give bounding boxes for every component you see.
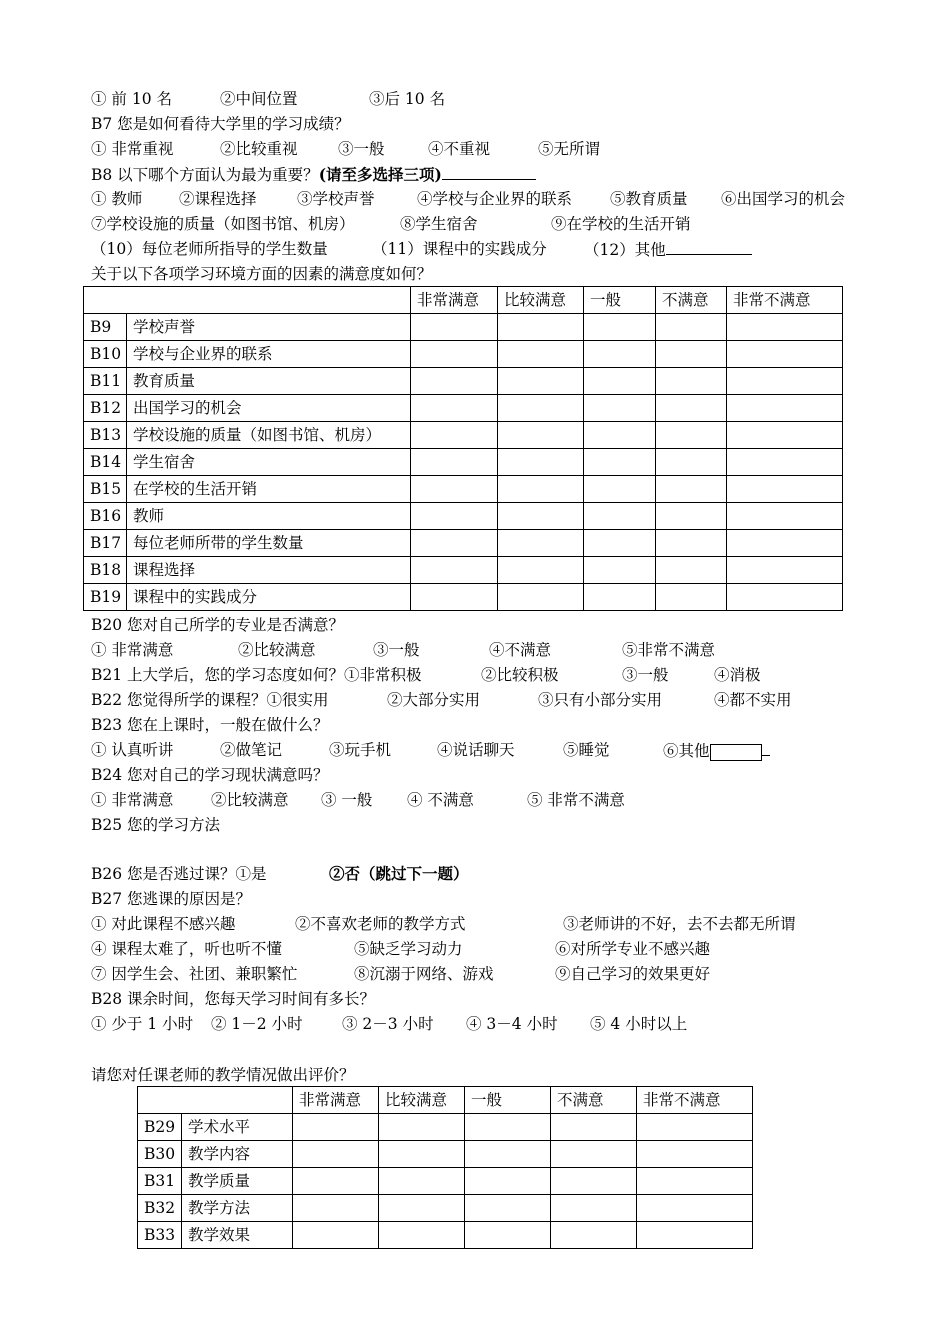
rating-cell[interactable]	[498, 422, 584, 449]
rating-cell[interactable]	[637, 1195, 753, 1222]
row-code: B17	[84, 530, 127, 557]
rating-cell[interactable]	[465, 1195, 551, 1222]
row-label: 学校声誉	[127, 314, 411, 341]
option[interactable]: ④不满意	[489, 641, 552, 659]
row-label: 出国学习的机会	[127, 395, 411, 422]
environment-satisfaction-table	[83, 286, 843, 611]
rating-cell[interactable]	[584, 557, 656, 584]
table-row	[84, 422, 843, 449]
rating-cell[interactable]	[727, 395, 843, 422]
option-label: ⑥其他	[663, 742, 710, 760]
rating-cell[interactable]	[727, 341, 843, 368]
table-row	[84, 530, 843, 557]
option[interactable]: ③一般	[338, 140, 385, 158]
option[interactable]: ④不重视	[428, 140, 491, 158]
option[interactable]: ② 1－2 小时	[211, 1015, 303, 1033]
row-code: B16	[84, 503, 127, 530]
rating-cell[interactable]	[727, 422, 843, 449]
option[interactable]: ⑤缺乏学习动力	[354, 940, 463, 958]
rating-cell[interactable]	[411, 422, 498, 449]
rating-cell[interactable]	[293, 1222, 379, 1249]
option-other[interactable]	[663, 739, 770, 762]
rating-cell[interactable]	[411, 476, 498, 503]
option[interactable]: ④都不实用	[714, 691, 792, 709]
option[interactable]: ④学校与企业界的联系	[417, 190, 573, 208]
option[interactable]: （10）每位老师所指导的学生数量	[91, 240, 328, 258]
rating-cell[interactable]	[727, 476, 843, 503]
table-row	[84, 557, 843, 584]
rating-cell[interactable]	[498, 584, 584, 611]
option-other[interactable]	[584, 238, 752, 261]
table-row	[84, 314, 843, 341]
option[interactable]: ②否（跳过下一题）	[329, 864, 469, 883]
option[interactable]: ④说话聊天	[437, 741, 515, 759]
rating-cell[interactable]	[637, 1168, 753, 1195]
row-label: 学生宿舍	[127, 449, 411, 476]
row-code: B10	[84, 341, 127, 368]
option[interactable]: ③一般	[373, 641, 420, 659]
rating-cell[interactable]	[584, 503, 656, 530]
rating-cell[interactable]	[656, 395, 727, 422]
option[interactable]: ① 少于 1 小时	[91, 1015, 194, 1033]
question-b27: B27 您逃课的原因是？	[91, 890, 252, 908]
rating-cell[interactable]	[656, 530, 727, 557]
rating-cell[interactable]	[637, 1141, 753, 1168]
option[interactable]: ②做笔记	[220, 741, 283, 759]
rating-cell[interactable]	[465, 1168, 551, 1195]
rating-cell[interactable]	[656, 422, 727, 449]
rating-cell[interactable]	[498, 476, 584, 503]
answer-blank[interactable]	[666, 238, 752, 255]
table-row	[138, 1114, 753, 1141]
option-label: （12）其他	[584, 241, 666, 259]
option[interactable]: ⑥出国学习的机会	[721, 190, 846, 208]
table-row	[138, 1222, 753, 1249]
rating-cell[interactable]	[465, 1141, 551, 1168]
row-code: B32	[138, 1195, 182, 1222]
rating-cell[interactable]	[584, 314, 656, 341]
question-b23: B23 您在上课时，一般在做什么？	[91, 716, 329, 734]
option[interactable]: ① 非常满意	[91, 641, 174, 659]
option[interactable]: ⑦学校设施的质量（如图书馆、机房）	[91, 215, 355, 233]
question-b25: B25 您的学习方法	[91, 816, 221, 834]
rating-cell[interactable]	[411, 584, 498, 611]
rating-cell[interactable]	[584, 449, 656, 476]
row-code: B12	[84, 395, 127, 422]
env-intro: 关于以下各项学习环境方面的因素的满意度如何？	[91, 265, 433, 283]
rating-cell[interactable]	[584, 476, 656, 503]
option[interactable]: ⑤教育质量	[610, 190, 688, 208]
row-label: 学校设施的质量（如图书馆、机房）	[127, 422, 411, 449]
rating-cell[interactable]	[656, 584, 727, 611]
rating-cell[interactable]	[411, 395, 498, 422]
answer-blank[interactable]	[442, 163, 536, 180]
option[interactable]: ③ 一般	[321, 791, 373, 809]
question-text: B22 您觉得所学的课程？①很实用	[91, 691, 329, 709]
header-row	[84, 287, 843, 314]
option[interactable]: ②中间位置	[220, 90, 298, 108]
option[interactable]: ⑤ 非常不满意	[527, 791, 625, 809]
rating-cell[interactable]	[656, 503, 727, 530]
option[interactable]: ④ 课程太难了，听也听不懂	[91, 940, 282, 958]
rating-cell[interactable]	[584, 422, 656, 449]
option[interactable]: ③一般	[622, 666, 669, 684]
question-text: B26 您是否逃过课？①是	[91, 865, 267, 883]
table-row	[84, 584, 843, 611]
option[interactable]: ③玩手机	[329, 741, 392, 759]
row-code: B9	[84, 314, 127, 341]
question-b28: B28 课余时间，您每天学习时间有多长？	[91, 990, 376, 1008]
option[interactable]: ⑥对所学专业不感兴趣	[555, 940, 711, 958]
rating-cell[interactable]	[293, 1141, 379, 1168]
option[interactable]: ②课程选择	[179, 190, 257, 208]
column-header: 不满意	[656, 287, 727, 314]
rating-cell[interactable]	[551, 1168, 637, 1195]
option[interactable]: ① 对此课程不感兴趣	[91, 915, 236, 933]
rating-cell[interactable]	[727, 368, 843, 395]
rating-cell[interactable]	[411, 341, 498, 368]
column-header: 一般	[584, 287, 656, 314]
rating-cell[interactable]	[656, 314, 727, 341]
column-header: 非常满意	[293, 1087, 379, 1114]
option[interactable]: ②比较重视	[220, 140, 298, 158]
rating-cell[interactable]	[498, 368, 584, 395]
rating-cell[interactable]	[656, 449, 727, 476]
rating-cell[interactable]	[727, 449, 843, 476]
rating-cell[interactable]	[293, 1114, 379, 1141]
rating-cell[interactable]	[411, 314, 498, 341]
row-code: B15	[84, 476, 127, 503]
option[interactable]: ⑤ 4 小时以上	[590, 1015, 688, 1033]
row-label: 课程选择	[127, 557, 411, 584]
table-row	[84, 395, 843, 422]
option[interactable]: ③学校声誉	[297, 190, 375, 208]
rating-cell[interactable]	[379, 1195, 465, 1222]
rating-cell[interactable]	[584, 341, 656, 368]
rating-cell[interactable]	[727, 557, 843, 584]
option[interactable]: ⑤睡觉	[563, 741, 610, 759]
option[interactable]: ③ 2－3 小时	[342, 1015, 434, 1033]
table-row	[84, 341, 843, 368]
row-code: B33	[138, 1222, 182, 1249]
rating-cell[interactable]	[727, 503, 843, 530]
rating-cell[interactable]	[727, 530, 843, 557]
rating-cell[interactable]	[584, 368, 656, 395]
option[interactable]: ⑤无所谓	[538, 140, 601, 158]
rating-cell[interactable]	[293, 1195, 379, 1222]
column-header: 比较满意	[498, 287, 584, 314]
rating-cell[interactable]	[411, 368, 498, 395]
question-note: (请至多选择三项)	[318, 165, 442, 184]
row-code: B14	[84, 449, 127, 476]
teach-intro: 请您对任课老师的教学情况做出评价？	[91, 1066, 355, 1084]
rating-cell[interactable]	[727, 314, 843, 341]
row-code: B11	[84, 368, 127, 395]
option[interactable]: ① 教师	[91, 190, 143, 208]
option[interactable]: ① 认真听讲	[91, 741, 174, 759]
teacher-evaluation-table	[137, 1086, 753, 1249]
column-header: 比较满意	[379, 1087, 465, 1114]
rating-cell[interactable]	[411, 557, 498, 584]
rating-cell[interactable]	[411, 503, 498, 530]
rating-cell[interactable]	[411, 530, 498, 557]
option[interactable]: ④ 不满意	[407, 791, 474, 809]
row-label: 学校与企业界的联系	[127, 341, 411, 368]
rating-cell[interactable]	[551, 1222, 637, 1249]
rating-cell[interactable]	[656, 476, 727, 503]
option[interactable]: ②比较满意	[238, 641, 316, 659]
rating-cell[interactable]	[656, 368, 727, 395]
question-b20: B20 您对自己所学的专业是否满意？	[91, 616, 345, 634]
column-header: 非常不满意	[637, 1087, 753, 1114]
row-label: 教学质量	[182, 1168, 293, 1195]
rating-cell[interactable]	[498, 395, 584, 422]
rating-cell[interactable]	[584, 395, 656, 422]
option[interactable]: ⑨在学校的生活开销	[551, 215, 691, 233]
option[interactable]: ②不喜欢老师的教学方式	[295, 915, 466, 933]
column-header: 一般	[465, 1087, 551, 1114]
rating-cell[interactable]	[465, 1114, 551, 1141]
row-label: 教育质量	[127, 368, 411, 395]
rating-cell[interactable]	[498, 530, 584, 557]
header-blank-cell	[84, 287, 411, 314]
rating-cell[interactable]	[637, 1114, 753, 1141]
rating-cell[interactable]	[551, 1141, 637, 1168]
answer-blank	[762, 739, 770, 756]
rating-cell[interactable]	[379, 1168, 465, 1195]
question-b24: B24 您对自己的学习现状满意吗？	[91, 766, 329, 784]
table-row	[138, 1195, 753, 1222]
row-code: B31	[138, 1168, 182, 1195]
rating-cell[interactable]	[551, 1195, 637, 1222]
row-label: 教学内容	[182, 1141, 293, 1168]
table-row	[84, 476, 843, 503]
rating-cell[interactable]	[551, 1114, 637, 1141]
question-b8	[91, 163, 536, 186]
row-code: B29	[138, 1114, 182, 1141]
option[interactable]: ① 前 10 名	[91, 90, 173, 108]
row-label: 课程中的实践成分	[127, 584, 411, 611]
rating-cell[interactable]	[584, 584, 656, 611]
option[interactable]: ④ 3－4 小时	[466, 1015, 558, 1033]
table-row	[84, 503, 843, 530]
header-blank-cell	[138, 1087, 293, 1114]
answer-box[interactable]	[710, 744, 762, 761]
rating-cell[interactable]	[498, 557, 584, 584]
question-text: B21 上大学后，您的学习态度如何？①非常积极	[91, 666, 422, 684]
column-header: 非常不满意	[727, 287, 843, 314]
header-row	[138, 1087, 753, 1114]
option[interactable]: ②比较积极	[481, 666, 559, 684]
rating-cell[interactable]	[584, 530, 656, 557]
option[interactable]: ③老师讲的不好，去不去都无所谓	[563, 915, 796, 933]
rating-cell[interactable]	[498, 314, 584, 341]
row-label: 教学效果	[182, 1222, 293, 1249]
column-header: 不满意	[551, 1087, 637, 1114]
row-label: 教师	[127, 503, 411, 530]
row-code: B13	[84, 422, 127, 449]
rating-cell[interactable]	[637, 1222, 753, 1249]
option[interactable]: ④消极	[714, 666, 761, 684]
option[interactable]: ③只有小部分实用	[538, 691, 663, 709]
option[interactable]: ⑨自己学习的效果更好	[555, 965, 711, 983]
rating-cell[interactable]	[727, 584, 843, 611]
table-row	[84, 368, 843, 395]
question-text: B8 以下哪个方面认为最为重要？	[91, 166, 319, 184]
row-label: 教学方法	[182, 1195, 293, 1222]
rating-cell[interactable]	[656, 557, 727, 584]
table-row	[138, 1141, 753, 1168]
table-row	[138, 1168, 753, 1195]
option[interactable]: ① 非常重视	[91, 140, 174, 158]
rating-cell[interactable]	[498, 449, 584, 476]
table-row	[84, 449, 843, 476]
rating-cell[interactable]	[498, 503, 584, 530]
row-code: B18	[84, 557, 127, 584]
option[interactable]: ① 非常满意	[91, 791, 174, 809]
option[interactable]: ⑧学生宿舍	[400, 215, 478, 233]
option[interactable]: ③后 10 名	[369, 90, 446, 108]
option[interactable]: ②比较满意	[211, 791, 289, 809]
row-label: 学术水平	[182, 1114, 293, 1141]
option[interactable]: ⑧沉溺于网络、游戏	[354, 965, 494, 983]
rating-cell[interactable]	[293, 1168, 379, 1195]
rating-cell[interactable]	[379, 1222, 465, 1249]
option[interactable]: ⑤非常不满意	[622, 641, 716, 659]
question-b7: B7 您是如何看待大学里的学习成绩？	[91, 115, 350, 133]
rating-cell[interactable]	[379, 1141, 465, 1168]
row-code: B30	[138, 1141, 182, 1168]
option[interactable]: ⑦ 因学生会、社团、兼职繁忙	[91, 965, 298, 983]
option[interactable]: ②大部分实用	[387, 691, 481, 709]
rating-cell[interactable]	[411, 449, 498, 476]
row-label: 在学校的生活开销	[127, 476, 411, 503]
rating-cell[interactable]	[498, 341, 584, 368]
row-label: 每位老师所带的学生数量	[127, 530, 411, 557]
column-header: 非常满意	[411, 287, 498, 314]
row-code: B19	[84, 584, 127, 611]
rating-cell[interactable]	[379, 1114, 465, 1141]
rating-cell[interactable]	[465, 1222, 551, 1249]
rating-cell[interactable]	[656, 341, 727, 368]
option[interactable]: （11）课程中的实践成分	[372, 240, 547, 258]
